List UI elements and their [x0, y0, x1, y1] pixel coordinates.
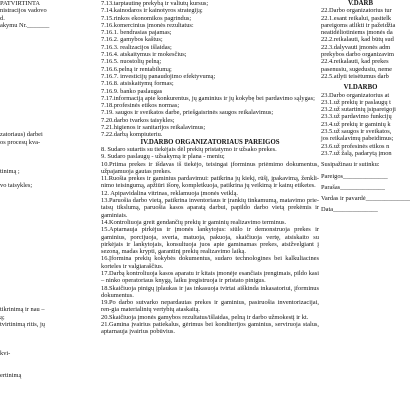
text-line: kvi- [0, 350, 11, 358]
text-line [0, 263, 95, 270]
text-line [0, 80, 95, 87]
list-item: 22.4.reikalauti, kad prekes [321, 58, 389, 66]
paragraph: 18.Skaičiuoja pinigų įplaukas ir jas inkasuoja tvirtai aiškinda inkasatoriui, įforminus dokumentus. [101, 284, 319, 299]
text-line [0, 175, 95, 182]
text-line: ertinimą [0, 372, 22, 380]
paragraph: 19.Po darbo sutvarko nepardautas prekes ir gaminius, pasiruošia inventorizacijai, ren-gia materialinių vertybių ataskaitą. [101, 299, 319, 314]
section-heading-rights: V.DARB [348, 0, 373, 7]
paragraph: 21.Gamina įvairius patiekalus, gėrimus bei konditerijos gaminius, serviruoja stalus, aptarnauja įvairius pobūvius. [101, 321, 319, 336]
text-line [0, 285, 95, 292]
middle-column [101, 0, 319, 336]
text-line [0, 117, 95, 124]
section-heading-duties: IV.DARBO ORGANIZATORIAUS PAREIGOS [140, 138, 280, 146]
text-line [0, 365, 95, 372]
rights-list [321, 7, 400, 80]
list-item: 7.19. saugos ir sveikatos darbe, priešgaisrinės saugos reikalavimus; [101, 109, 274, 117]
text-line [0, 146, 95, 153]
list-item: 22.5.atlyti teisėtumus darb [321, 72, 389, 80]
list-item: 23.3.už pardavimo funkcijų [321, 113, 392, 121]
paragraph: 14.Kontroliuoja greit gendančių prekių ir gaminių realizavimo terminus. [101, 218, 287, 226]
signature-field[interactable]: Vardas ir pavardė______________ [321, 194, 410, 202]
text-line [0, 336, 95, 343]
list-item: 7.14.kainodaros ir kainotyros strategiją; [101, 7, 203, 15]
list-item: 7.16.6.pelną ir rentabilumą; [101, 65, 172, 73]
paragraph: 12. Apipavidalina vitrinas, reklamuoja įmonės veiklą. [101, 189, 239, 197]
list-item: 23.5.už saugos ir sveikatos, [321, 128, 392, 136]
duties-list [101, 146, 319, 336]
list-item: prekybos darbo organizavim [321, 51, 394, 59]
list-item: 7.22.darbą kompiuteriu. [101, 131, 163, 139]
text-line [0, 270, 95, 277]
text-line [0, 248, 95, 255]
signature-field-label: Data [321, 205, 334, 213]
signature-field-label: Vardas ir pavardė [321, 194, 366, 202]
text-line [0, 219, 95, 226]
list-item: 7.16.1. bendrasias pajamas; [101, 29, 172, 37]
text-line [0, 197, 95, 204]
paragraph: 20.Skaičiuoja įmonės gamybos rezultatus/išlaidas, pelną ir darbo užmokestį ir kt. [101, 313, 309, 321]
list-item: 7.16.3. realizacijos išlaidas; [101, 43, 172, 51]
text-line [0, 153, 95, 160]
paragraph: 15.Aptarnauja pirkėjus ir įmonės lankytojus: siūlo ir demonstruoja prekes ir gaminius, porcijuoja, sveria, matuoja, pakuoja, skaičiuoja vertę, atsiskaito su pirkėjais ir lankytojais, konsultuoja juos apie gaminamas prekes, atsižvelgiant į sezoną, madas krypti, garantinį prekių realizavimo laiką. [101, 226, 319, 256]
text-line: nistracijos vadovo [0, 7, 47, 15]
list-item: pasenusiu, sugedusiu, neme [321, 65, 392, 73]
text-line [0, 190, 95, 197]
text-line [0, 328, 95, 335]
list-item: 7.20.darbo tvarkos taisykles; [101, 116, 175, 124]
list-item: 7.16.4. atskaitymus ir mokesčius; [101, 51, 187, 59]
signature-field[interactable]: Data______________ [321, 205, 378, 213]
list-item: 23.6.už profesinės etikos n [321, 142, 390, 150]
list-item: 7.16.8. atsiskaitymų formas; [101, 80, 174, 88]
text-line [0, 66, 95, 73]
list-item: 7.21.higienos ir sanitarijos reikalavimus; [101, 124, 206, 132]
text-line [0, 379, 95, 386]
text-line [0, 299, 95, 306]
text-line [0, 109, 95, 116]
left-column [0, 0, 95, 387]
paragraph: 11.Ruošia prekes ir gaminius pardavimui: patikrina jų kiekį, rūšį, įpakavimą, ženkli-nimo teisingumą, apžiūri išorę, kompletkuoja, patikrina jų veikimą ir kainų etiketes. [101, 175, 319, 190]
text-line: vo taisykles; [0, 182, 33, 190]
knowledge-list [101, 0, 319, 139]
acknowledgement-text: Susipažinau ir sutinku: [321, 161, 380, 169]
text-line [0, 292, 95, 299]
text-line [0, 161, 95, 168]
list-item: 7.16.5. nuostolių pelną; [101, 58, 162, 66]
text-line [0, 234, 95, 241]
list-item: 7.17.informaciją apie konkurentus, jų gaminius ir jų kokybę bei pardavimo sąlygas; [101, 94, 315, 102]
list-item: pareigoms atlikti ir pažeidžia [321, 21, 396, 29]
list-item: 22.1.esant reikalui, pasitelk [321, 14, 392, 22]
text-line [0, 102, 95, 109]
text-line [0, 58, 95, 65]
list-item: 7.15.rinkos ekonomikos pagrindus; [101, 14, 192, 22]
signature-field-position[interactable]: Pareigos______________ [321, 172, 388, 180]
list-item: 22.3.dalyvauti įmonės adm [321, 43, 391, 51]
paragraph: 9. Sudaro paslaugų - užsakymą ir plana - meniu; [101, 153, 225, 161]
text-line [0, 88, 95, 95]
paragraph: 10.Priima prekes ir išdavas iš tiekėjo, teisingai įforminus priėmimo dokumentus, užpajamuoja gautas prekes. [101, 160, 319, 175]
list-item: 23.Darbo organizatorius at [321, 91, 390, 99]
paragraph: 16.Įformina prekių kokybės dokumentus, sudaro technologines bei kalkuliacines korteles ir valgiaraščius. [101, 255, 319, 270]
text-line [0, 124, 95, 131]
signature-field[interactable]: Parašas______________ [321, 183, 385, 191]
list-item: 7.16.2. gamybos kaštus; [101, 36, 163, 44]
text-line: PATVIRTINTA [0, 0, 41, 7]
text-line [0, 241, 95, 248]
text-line [0, 255, 95, 262]
list-item: 23.2.už sutartinių įsipareigoji [321, 106, 396, 114]
text-line [0, 212, 95, 219]
text-line [0, 358, 95, 365]
right-column [321, 0, 410, 217]
text-line: tinimą ; [0, 167, 20, 175]
text-line: ą; [0, 313, 5, 321]
text-line [0, 343, 95, 350]
list-item: 7.13.tarptautinę prekybą ir valiutų kursus; [101, 0, 209, 7]
signature-field-label: Parašas [321, 183, 341, 191]
text-line [0, 51, 95, 58]
list-item: 7.18.profesinės etikos normas; [101, 102, 180, 110]
section-heading-responsibility: VI.DARBO [343, 84, 378, 92]
list-item: 7.16.9. banko paslaugas [101, 87, 163, 95]
text-line [0, 204, 95, 211]
list-item: 7.16.komercinius įmonės rezultatus: [101, 21, 194, 29]
text-line: d. [0, 14, 5, 22]
paragraph: 8. Sudaro sutartis su tiekėjais dėl prekių pristatymo ir užsako prekes. [101, 145, 277, 153]
text-line [0, 44, 95, 51]
text-line: tikrinimą ir nau – [0, 306, 45, 314]
responsibility-list [321, 92, 400, 158]
text-line: os procesų kva- [0, 138, 41, 146]
text-line: zatoriaus) darbei [0, 131, 43, 139]
paragraph: 17.Darbą kontroliuoja kasos aparatu ir kitais įmonėje esančiais įrengimais, pildo kasi – ninko operatoriaus knygą, laiku įregistruoja ir pristato pinigus. [101, 269, 319, 285]
list-item: jos reikalavimų pabeidimus; [321, 135, 394, 143]
text-line: akymu Nr._______ [0, 21, 50, 29]
text-line: tvirtinimą ritis, jų [0, 321, 45, 329]
list-item: 7.16.7. investicijų panaudojimo efektyvumą; [101, 72, 216, 80]
list-item: 23.4.už prekių ir gaminių k [321, 120, 391, 128]
text-line [0, 29, 95, 36]
text-line [0, 277, 95, 284]
text-line [0, 73, 95, 80]
text-line [0, 95, 95, 102]
signature-fields [321, 183, 410, 217]
list-item: neatidėliotiniems įmonės da [321, 29, 393, 37]
list-item: 22.Darbo organizatorius tur [321, 7, 392, 15]
paragraph: 13.Paruošia darbo vietą, patikrina inventoriaus ir įrankių tinkamumą, matavimo prie-taisų tikslumą, paruošia kasos aparatą darbui, papildo darbo vietą prekėmis ir gaminiais. [101, 197, 319, 219]
text-line [0, 226, 95, 233]
list-item: 23.1.už prekių ir paslaugų t [321, 98, 391, 106]
list-item: 22.2.reikalauti, kad būtų sud [321, 36, 394, 44]
text-line [0, 36, 95, 43]
list-item: 23.7.už žalą, padarytą įmon [321, 149, 392, 157]
